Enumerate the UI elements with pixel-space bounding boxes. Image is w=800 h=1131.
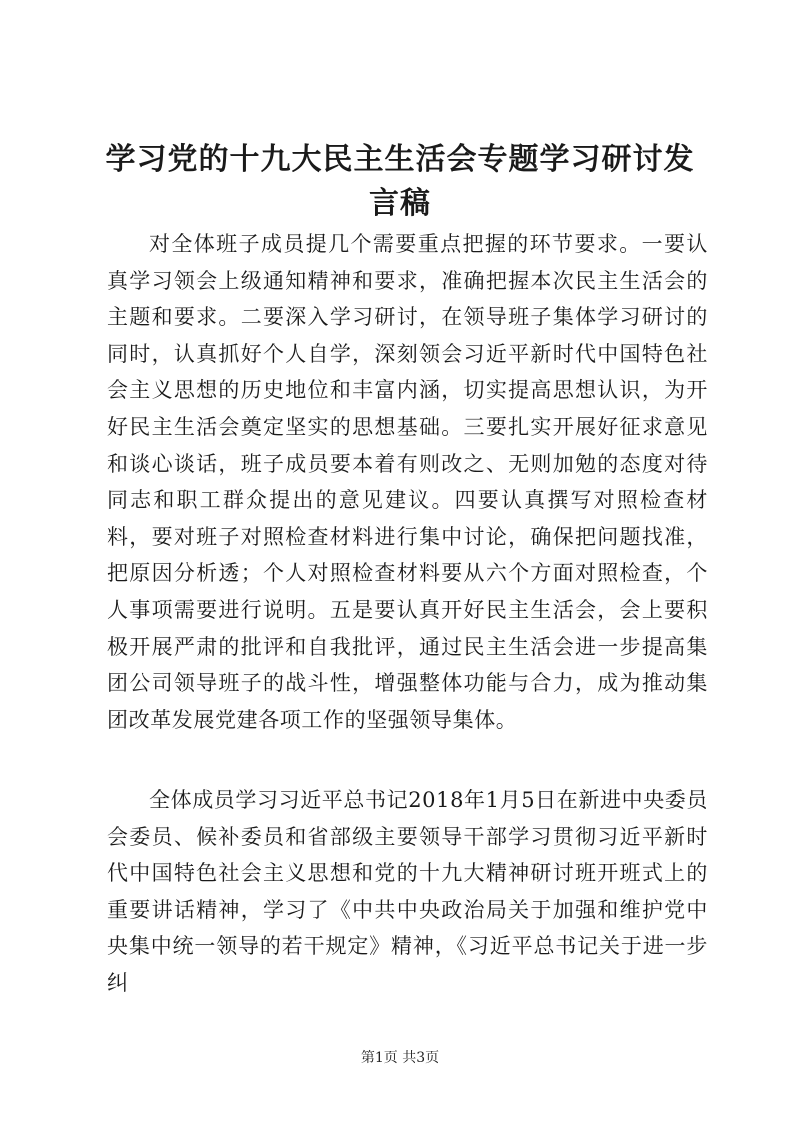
- paragraph-2: 全体成员学习习近平总书记2018年1月5日在新进中央委员会委员、候补委员和省部级主要领导干部学习贯彻习近平新时代中国特色社会主义思想和党的十九大精神研讨班开班式上的重要讲话精神，学习了《中共中央政治局关于加强和维护党中央集中统一领导的若干规定》精神，《习近平总书记关于进一步纠: [107, 788, 708, 995]
- paragraph-1: 对全体班子成员提几个需要重点把握的环节要求。一要认真学习领会上级通知精神和要求，准确把握本次民主生活会的主题和要求。二要深入学习研讨，在领导班子集体学习研讨的同时，认真抓好个人自学，深刻领会习近平新时代中国特色社会主义思想的历史地位和丰富内涵，切实提高思想认识，为开好民主生活会奠定坚实的思想基础。三要扎实开展好征求意见和谈心谈话，班子成员要本着有则改之、无则加勉的态度对待同志和职工群众提出的意见建议。四要认真撰写对照检查材料，要对班子对照检查材料进行集中讨论，确保把问题找准，把原因分析透；个人对照检查材料要从六个方面对照检查，个人事项需要进行说明。五是要认真开好民主生活会，会上要积极开展严肃的批评和自我批评，通过民主生活会进一步提高集团公司领导班子的战斗性，增强整体功能与合力，成为推动集团改革发展党建各项工作的坚强领导集体。: [107, 232, 708, 732]
- document-title: 学习党的十九大民主生活会专题学习研讨发言稿: [105, 142, 695, 221]
- page-number-footer: 第1页 共3页: [360, 1050, 440, 1066]
